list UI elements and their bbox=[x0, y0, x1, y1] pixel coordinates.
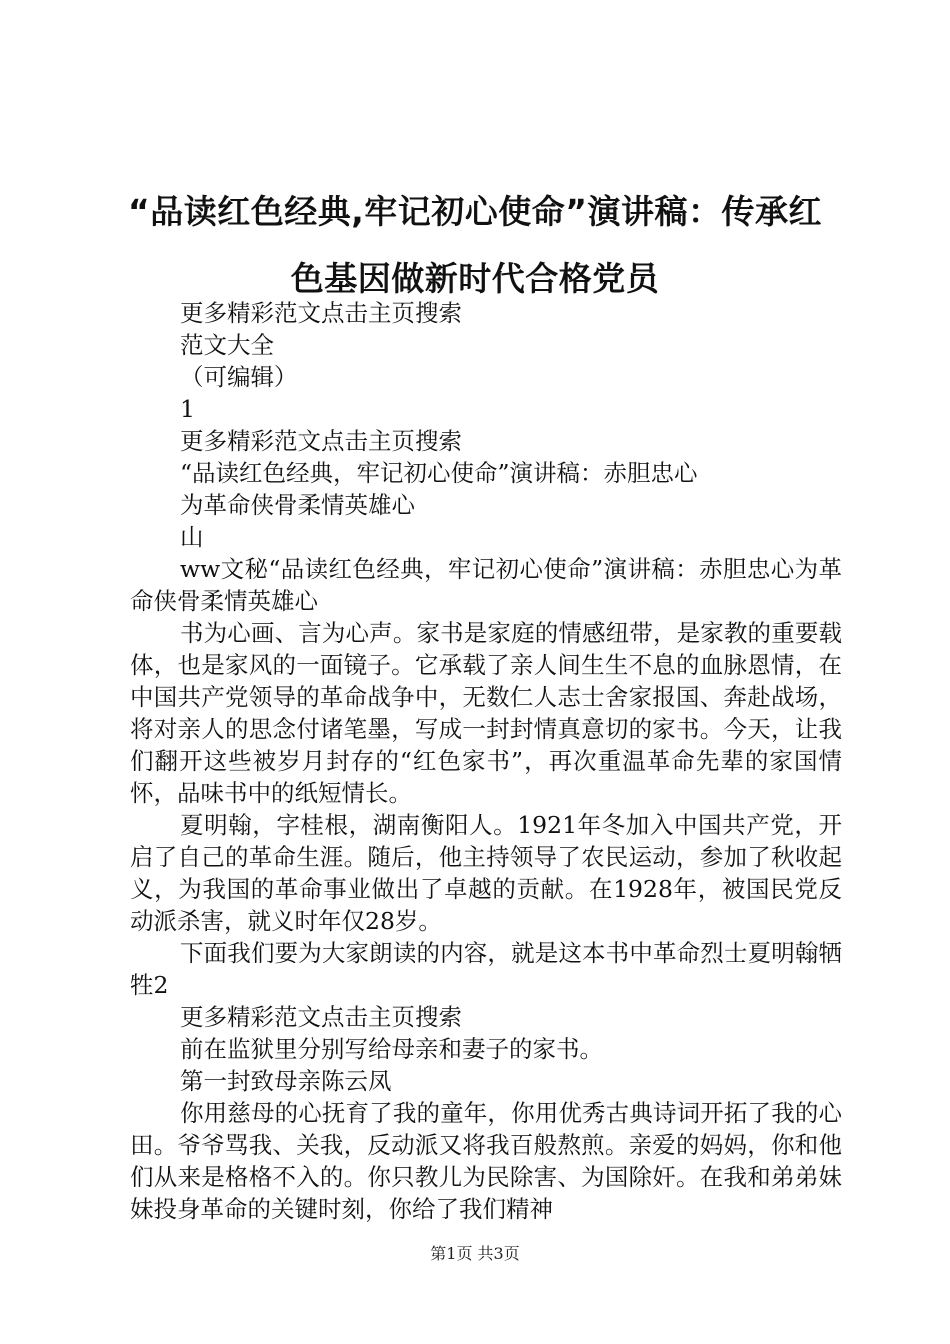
paragraph-promo-2: 更多精彩范文点击主页搜索 bbox=[180, 427, 462, 455]
paragraph-page-marker-1: 1 bbox=[180, 395, 195, 423]
paragraph-biography: 夏明翰，字桂根，湖南衡阳人。1921年冬加入中国共产党，开启了自己的革命生涯。随后，他主持领导了农民运动，参加了秋收起义，为我国的革命事业做出了卓越的贡献。在1928年，被国民党反动派杀害，就义时年仅28岁。 bbox=[130, 811, 842, 935]
paragraph-collection-name: 范文大全 bbox=[180, 331, 274, 359]
paragraph-source-title: ww文秘“品读红色经典，牢记初心使命”演讲稿：赤胆忠心为革命侠骨柔情英雄心 bbox=[130, 555, 842, 615]
paragraph-editable-note: （可编辑） bbox=[180, 363, 298, 391]
paragraph-promo-3: 更多精彩范文点击主页搜索 bbox=[180, 1003, 462, 1031]
paragraph-promo-1: 更多精彩范文点击主页搜索 bbox=[180, 299, 462, 327]
paragraph-stray-char: 山 bbox=[180, 523, 204, 551]
paragraph-letter-heading: 第一封致母亲陈云凤 bbox=[180, 1067, 392, 1095]
paragraph-letter-body: 你用慈母的心抚育了我的童年，你用优秀古典诗词开拓了我的心田。爷爷骂我、关我，反动派又将我百般熬煎。亲爱的妈妈，你和他们从来是格格不入的。你只教儿为民除害、为国除奸。在我和弟弟妹妹投身革命的关键时刻，你给了我们精神 bbox=[130, 1099, 842, 1223]
paragraph-reading-intro: 下面我们要为大家朗读的内容，就是这本书中革命烈士夏明翰牺牲2 bbox=[130, 939, 842, 999]
paragraph-subtitle-line-1: “品读红色经典，牢记初心使命”演讲稿：赤胆忠心 bbox=[180, 459, 698, 487]
paragraph-subtitle-line-2: 为革命侠骨柔情英雄心 bbox=[180, 491, 415, 519]
document-title: “品读红色经典,牢记初心使命”演讲稿：传承红色基因做新时代合格党员 bbox=[128, 192, 822, 298]
document-body bbox=[130, 297, 842, 1225]
paragraph-intro: 书为心画、言为心声。家书是家庭的情感纽带，是家教的重要载体，也是家风的一面镜子。它承载了亲人间生生不息的血脉恩情，在中国共产党领导的革命战争中，无数仁人志士舍家报国、奔赴战场，将对亲人的思念付诸笔墨，写成一封封情真意切的家书。今天，让我们翻开这些被岁月封存的“红色家书”，再次重温革命先辈的家国情怀，品味书中的纸短情长。 bbox=[130, 619, 842, 807]
page-footer: 第1页 共3页 bbox=[430, 1244, 520, 1263]
paragraph-letters-context: 前在监狱里分别写给母亲和妻子的家书。 bbox=[180, 1035, 603, 1063]
